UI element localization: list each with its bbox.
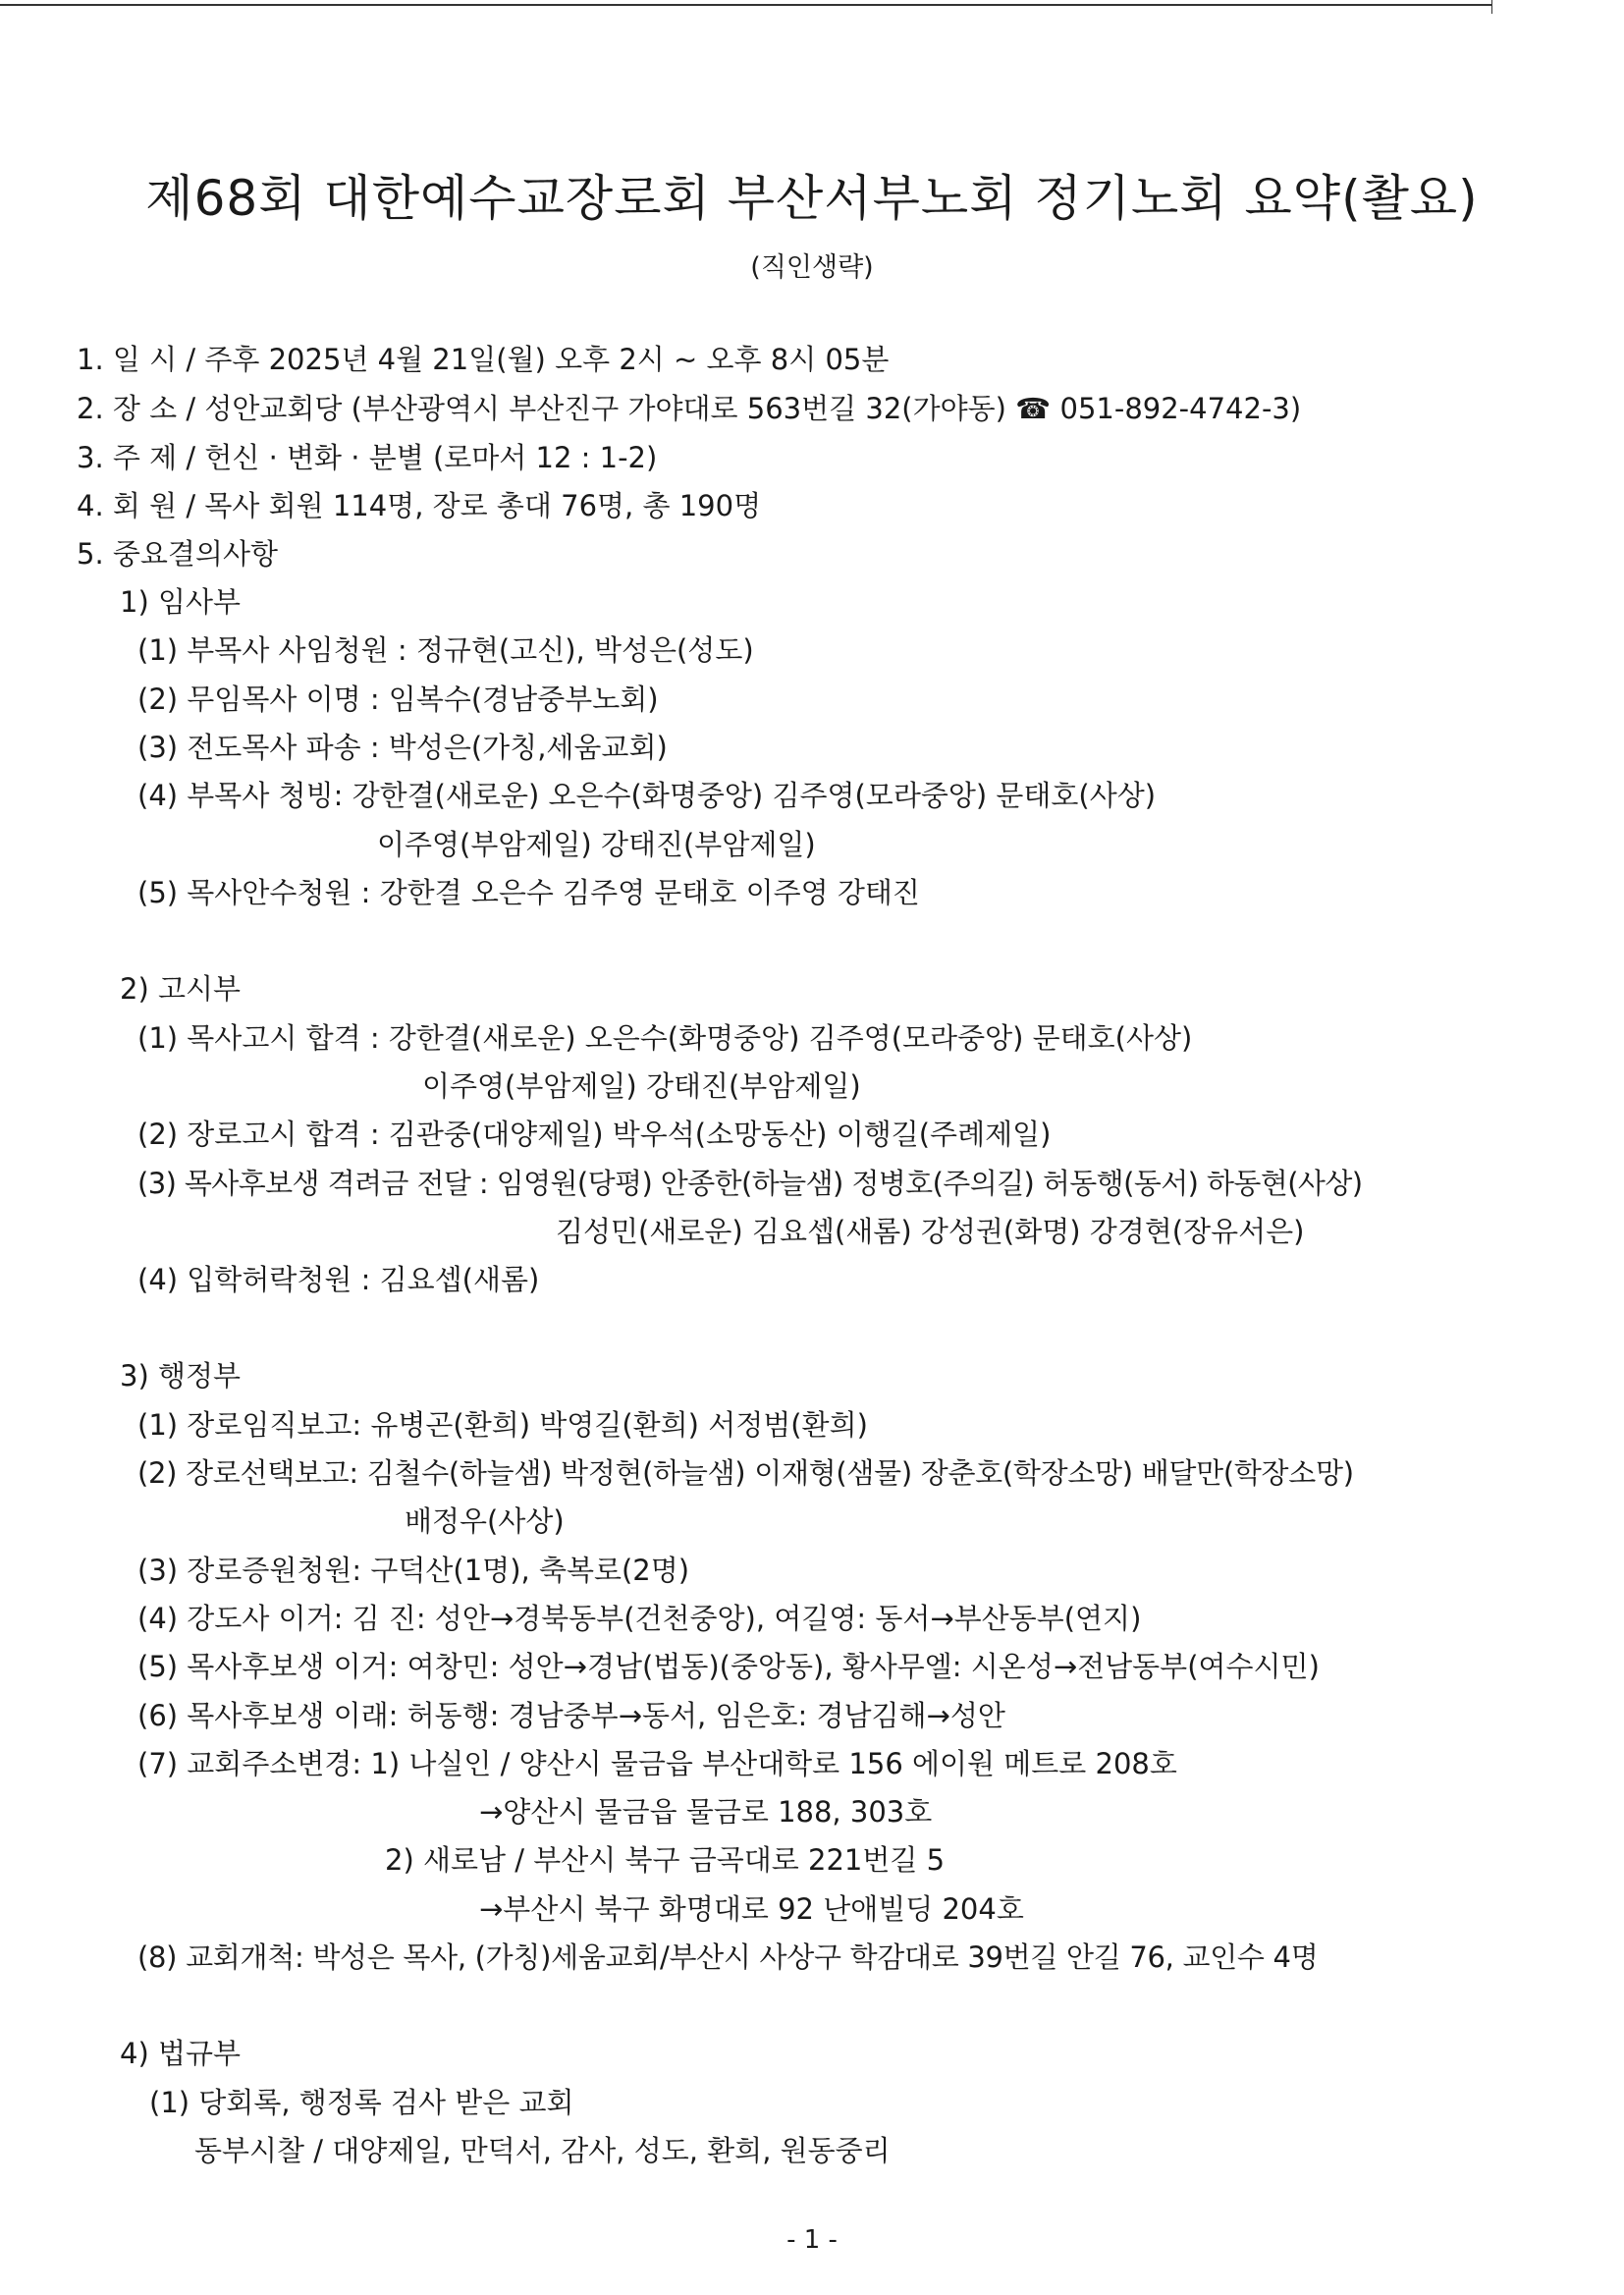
list-item-continuation: 동부시찰 / 대양제일, 만덕서, 감사, 성도, 환희, 원동중리 — [194, 2134, 891, 2167]
list-item: (3) 목사후보생 격려금 전달 : 임영원(당평) 안종한(하늘샘) 정병호(주의길) 허동행(동서) 하동현(사상) — [137, 1167, 1363, 1200]
item-date: 1. 일 시 / 주후 2025년 4월 21일(월) 오후 2시 ~ 오후 8시 05분 — [77, 343, 890, 376]
item-resolutions: 5. 중요결의사항 — [77, 537, 278, 571]
list-item: (3) 장로증원청원: 구덕산(1명), 축복로(2명) — [137, 1554, 690, 1587]
list-item-continuation: →양산시 물금읍 물금로 188, 303호 — [479, 1795, 933, 1829]
section-heading-imsa: 1) 임사부 — [120, 585, 242, 619]
item-theme: 3. 주 제 / 헌신 · 변화 · 분별 (로마서 12 : 1-2) — [77, 441, 658, 474]
list-item: (2) 무임목사 이명 : 임복수(경남중부노회) — [137, 683, 659, 716]
list-item-continuation: →부산시 북구 화명대로 92 난애빌딩 204호 — [479, 1892, 1024, 1926]
page-number: - 1 - — [786, 2225, 838, 2255]
document-subtitle: (직인생략) — [750, 252, 874, 283]
list-item: (5) 목사안수청원 : 강한결 오은수 김주영 문태호 이주영 강태진 — [137, 876, 920, 909]
top-tick — [1491, 0, 1492, 14]
list-item-continuation: 이주영(부암제일) 강태진(부암제일) — [422, 1069, 861, 1103]
list-item: (3) 전도목사 파송 : 박성은(가칭,세움교회) — [137, 731, 668, 764]
list-item: (2) 장로선택보고: 김철수(하늘샘) 박정현(하늘샘) 이재형(샘물) 장춘호(학장소망) 배달만(학장소망) — [137, 1456, 1354, 1490]
document-title: 제68회 대한예수교장로회 부산서부노회 정기노회 요약(촬요) — [145, 170, 1479, 227]
list-item: (1) 부목사 사임청원 : 정규현(고신), 박성은(성도) — [137, 633, 754, 667]
list-item: (6) 목사후보생 이래: 허동행: 경남중부→동서, 임은호: 경남김해→성안 — [137, 1699, 1005, 1732]
list-item: (8) 교회개척: 박성은 목사, (가칭)세움교회/부산시 사상구 학감대로 39번길 안길 76, 교인수 4명 — [137, 1940, 1319, 1974]
list-item: (1) 당회록, 행정록 검사 받은 교회 — [149, 2086, 574, 2119]
list-item: (5) 목사후보생 이거: 여창민: 성안→경남(법동)(중앙동), 황사무엘: 시온성→전남동부(여수시민) — [137, 1650, 1320, 1683]
list-item: (4) 입학허락청원 : 김요셉(새롬) — [137, 1263, 540, 1296]
list-item: (7) 교회주소변경: 1) 나실인 / 양산시 물금읍 부산대학로 156 에이원 메트로 208호 — [137, 1747, 1177, 1780]
top-rule — [0, 4, 1492, 6]
list-item: (4) 강도사 이거: 김 진: 성안→경북동부(건천중앙), 여길영: 동서→부산동부(연지) — [137, 1602, 1142, 1635]
item-members: 4. 회 원 / 목사 회원 114명, 장로 총대 76명, 총 190명 — [77, 489, 762, 522]
list-item: (2) 장로고시 합격 : 김관중(대양제일) 박우석(소망동산) 이행길(주례제일) — [137, 1118, 1052, 1151]
section-heading-beopgyu: 4) 법규부 — [120, 2037, 242, 2070]
section-heading-haengjeong: 3) 행정부 — [120, 1359, 242, 1393]
list-item: (1) 장로임직보고: 유병곤(환희) 박영길(환희) 서정범(환희) — [137, 1408, 868, 1442]
list-item-continuation: 김성민(새로운) 김요셉(새롬) 강성권(화명) 강경현(장유서은) — [556, 1215, 1305, 1248]
list-item-continuation: 2) 새로남 / 부산시 북구 금곡대로 221번길 5 — [385, 1843, 946, 1877]
item-place: 2. 장 소 / 성안교회당 (부산광역시 부산진구 가야대로 563번길 32(가야동) ☎ 051-892-4742-3) — [77, 392, 1302, 425]
list-item: (4) 부목사 청빙: 강한결(새로운) 오은수(화명중앙) 김주영(모라중앙) 문태호(사상) — [137, 779, 1157, 812]
list-item-continuation: 배정우(사상) — [405, 1504, 565, 1538]
section-heading-gosi: 2) 고시부 — [120, 972, 242, 1006]
list-item: (1) 목사고시 합격 : 강한결(새로운) 오은수(화명중앙) 김주영(모라중앙) 문태호(사상) — [137, 1021, 1193, 1055]
list-item-continuation: 이주영(부암제일) 강태진(부암제일) — [377, 828, 816, 861]
